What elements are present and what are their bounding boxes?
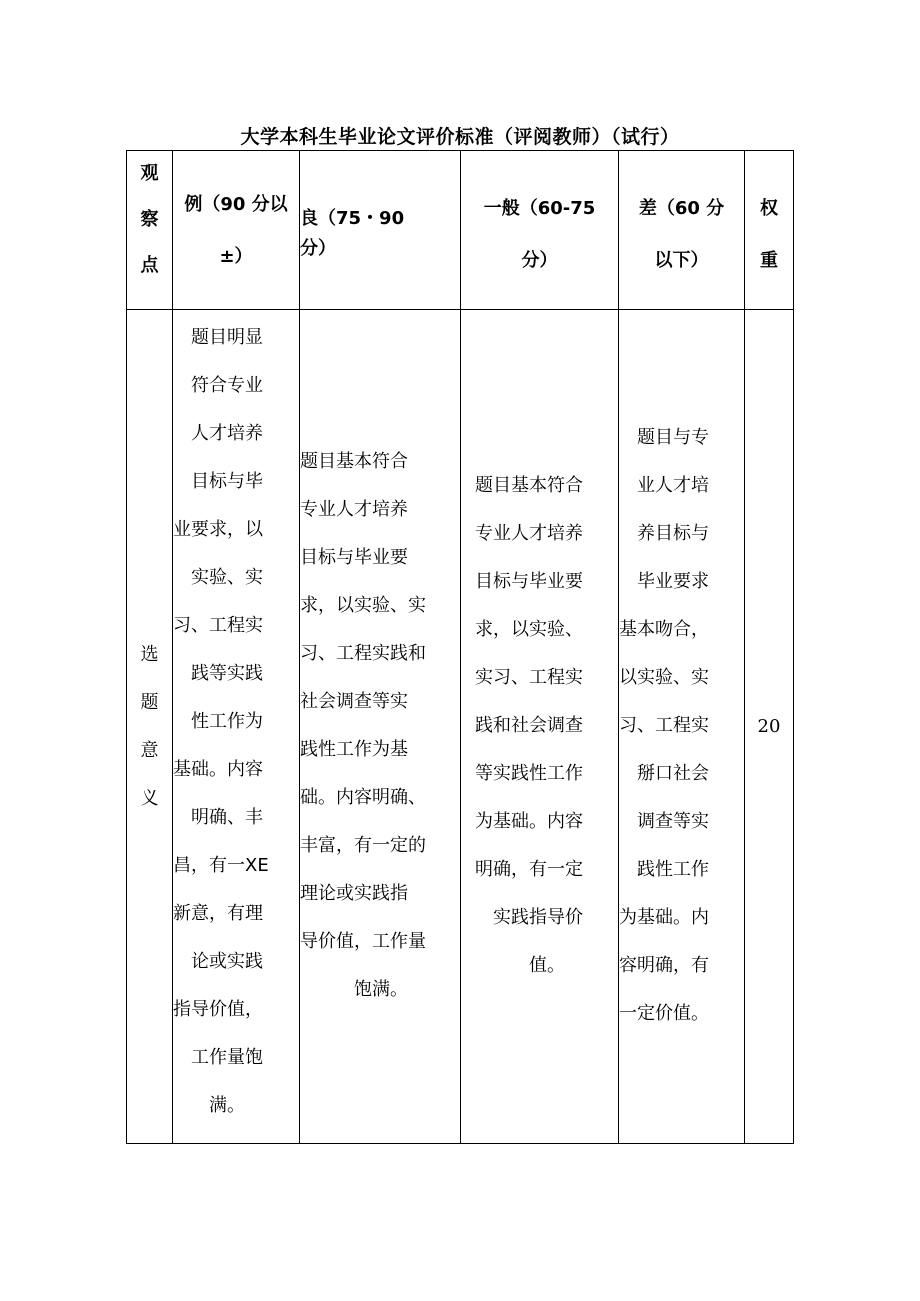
table-row (127, 310, 794, 1144)
header-observation (127, 151, 173, 310)
table-header-row (127, 151, 794, 310)
row-observation (127, 310, 173, 1144)
header-fair (461, 151, 619, 310)
evaluation-table (126, 150, 794, 1144)
header-good-text: 良（75・90 分） (300, 208, 405, 259)
header-excellent (173, 151, 300, 310)
header-weight-text: 权 重 (760, 198, 778, 271)
row-poor (619, 310, 745, 1144)
row-excellent (173, 310, 300, 1144)
page-title: 大学本科生毕业论文评价标准（评阅教师）（试行） (240, 126, 680, 148)
row-observation-text: 选题意义 (140, 643, 159, 809)
row-weight (745, 310, 794, 1144)
row-weight-text: 20 (757, 715, 781, 737)
header-excellent-text: 例（90 分以 ±） (184, 194, 288, 267)
row-fair (461, 310, 619, 1144)
row-poor-text: 题目与专 业人才培 养目标与 毕业要求 基本吻合， 以实验、实 习、工程实 掰口社会 调查等实 践性工作 为基础。内 容明确，有 一定价值。 (619, 427, 709, 1024)
row-good-text: 题目基本符合 专业人才培养 目标与毕业要 求，以实验、实 习、工程实践和 社会调查等实 践性工作为基 础。内容明确、 丰富，有一定的 理论或实践指 导价值，工作量 饱满。 (300, 451, 426, 1000)
header-poor (619, 151, 745, 310)
row-excellent-text: 题目明显 符合专业 人才培养 目标与毕 业要求，以 实验、实 习、工程实 践等实践 性工作为 基础。内容 明确、丰 昌，有一XE 新意，有理 论或实践 指导价值， 工作量饱 满。 (173, 327, 269, 1116)
header-weight (745, 151, 794, 310)
header-observation-text: 观察点 (140, 163, 159, 276)
row-good (300, 310, 461, 1144)
header-poor-text: 差（60 分 以下） (638, 198, 725, 271)
header-good (300, 151, 461, 310)
header-fair-text: 一般（60-75 分） (483, 198, 596, 271)
row-fair-text: 题目基本符合 专业人才培养 目标与毕业要 求，以实验、 实习、工程实 践和社会调查 等实践性工作 为基础。内容 明确，有一定 实践指导价 值。 (475, 475, 583, 976)
